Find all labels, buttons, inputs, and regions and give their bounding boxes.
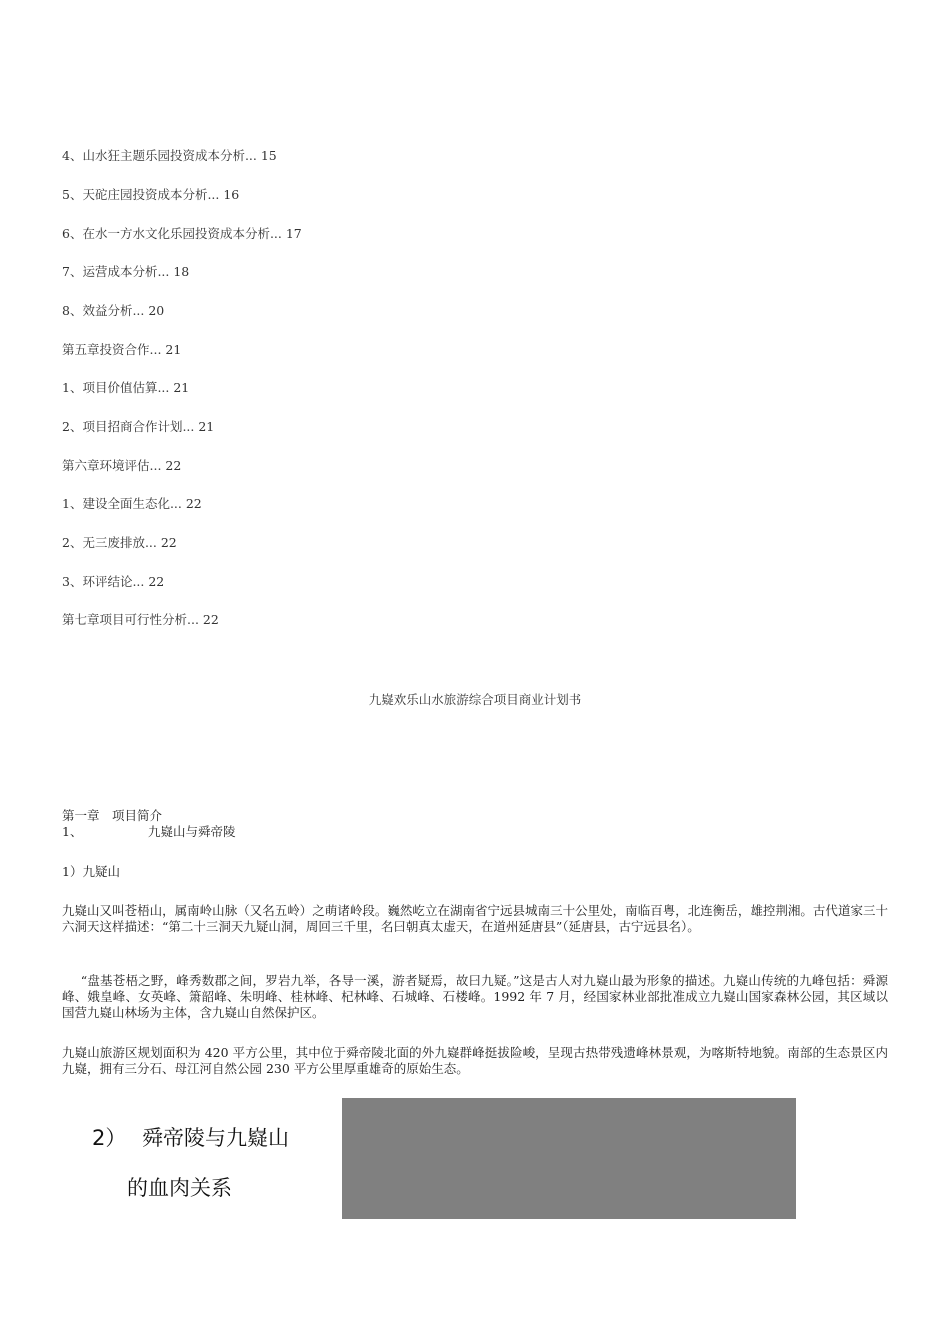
subsection-heading-large	[92, 1124, 289, 1152]
toc-item[interactable]: 8、效益分析... 20	[62, 303, 165, 318]
chapter-heading: 第一章 项目简介	[62, 808, 163, 823]
subsection-heading: 1）九疑山	[62, 864, 120, 879]
body-paragraph: “盘基苍梧之野，峰秀数郡之间，罗岩九举，各导一溪，游者疑焉，故曰九疑。”这是古人对九嶷山最为形象的描述。九嶷山传统的九峰包括：舜源峰、娥皇峰、女英峰、箫韶峰、朱明峰、桂林峰、杞林峰、石城峰、石楼峰。1992 年 7 月，经国家林业部批准成立九嶷山国家森林公园，其区域以国营九嶷山林场为主体，含九嶷山自然保护区。	[62, 973, 888, 1020]
toc-item[interactable]: 第五章投资合作... 21	[62, 342, 182, 357]
subsection-title-line1: 舜帝陵与九嶷山	[142, 1126, 289, 1150]
body-paragraph: 九嶷山旅游区规划面积为 420 平方公里，其中位于舜帝陵北面的外九嶷群峰挺拔险峻，呈现古热带残遗峰林景观，为喀斯特地貌。南部的生态景区内九嶷，拥有三分石、母江河自然公园 230 平方公里厚重雄奇的原始生态。	[62, 1045, 888, 1076]
toc-item[interactable]: 7、运营成本分析... 18	[62, 264, 190, 279]
toc-item[interactable]: 6、在水一方水文化乐园投资成本分析... 17	[62, 226, 302, 241]
toc-item[interactable]: 1、建设全面生态化... 22	[62, 496, 202, 511]
document-title: 九嶷欢乐山水旅游综合项目商业计划书	[368, 692, 582, 707]
toc-item[interactable]: 2、无三废排放... 22	[62, 535, 177, 550]
section-heading	[62, 824, 888, 840]
toc-item[interactable]: 4、山水狂主题乐园投资成本分析... 15	[62, 148, 277, 163]
toc-item[interactable]: 2、项目招商合作计划... 21	[62, 419, 215, 434]
toc-item[interactable]: 3、环评结论... 22	[62, 574, 165, 589]
section-number: 1、	[62, 824, 83, 839]
toc-item[interactable]: 第七章项目可行性分析... 22	[62, 612, 219, 627]
subsection-title-line2: 的血肉关系	[127, 1176, 232, 1200]
subsection-number: 2）	[92, 1126, 127, 1150]
toc-item[interactable]: 第六章环境评估... 22	[62, 458, 182, 473]
toc-item[interactable]: 1、项目价值估算... 21	[62, 380, 190, 395]
body-paragraph: 九嶷山又叫苍梧山，属南岭山脉（又名五岭）之萌诸岭段。巍然屹立在湖南省宁远县城南三十公里处，南临百粤，北连衡岳，雄控荆湘。古代道家三十六洞天这样描述：“第二十三洞天九疑山洞，周回三千里，名曰朝真太虚天，在道州延唐县”（延唐县，古宁远县名）。	[62, 903, 888, 934]
toc-item[interactable]: 5、天砣庄园投资成本分析... 16	[62, 187, 240, 202]
image-placeholder	[342, 1098, 796, 1219]
section-title: 九嶷山与舜帝陵	[148, 824, 236, 839]
